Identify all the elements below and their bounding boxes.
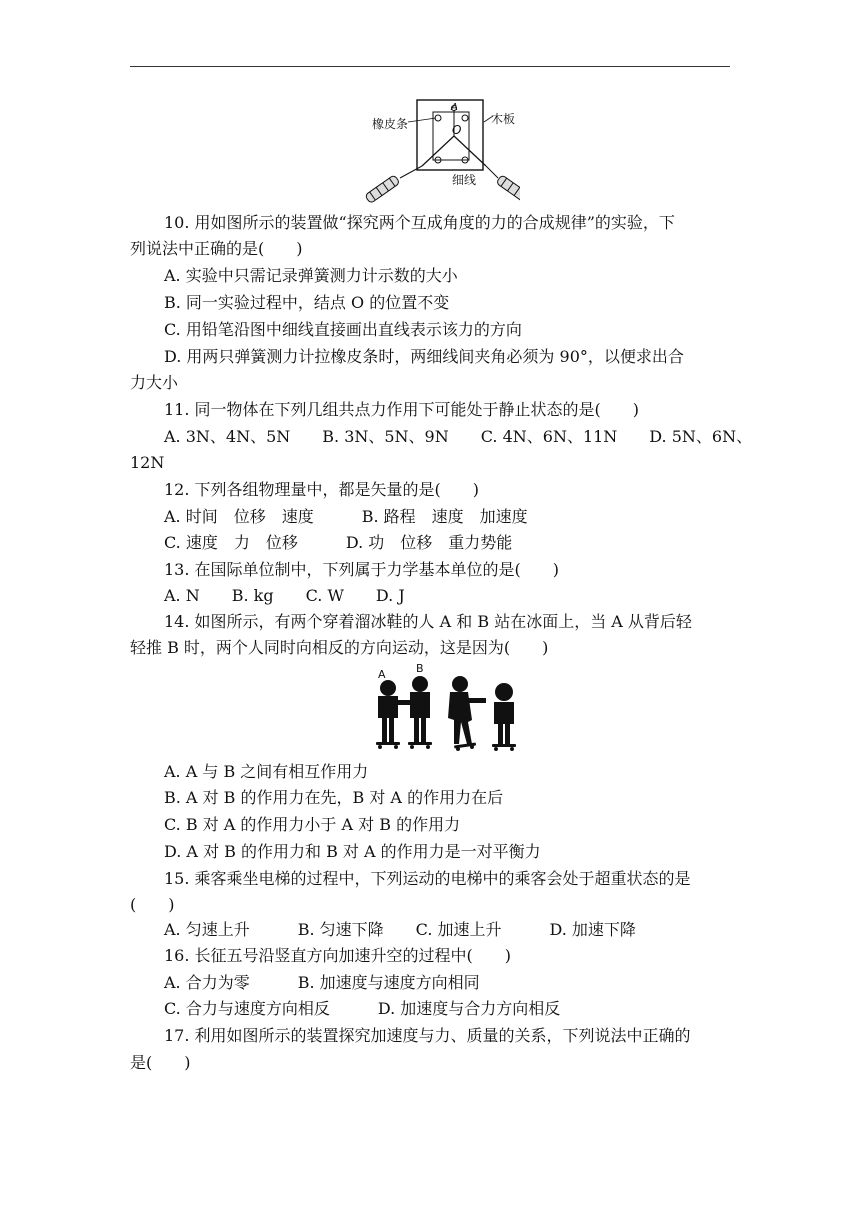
q14-option-a: A. A 与 B 之间有相互作用力	[164, 762, 369, 781]
q15-stem: 15. 乘客乘坐电梯的过程中，下列运动的电梯中的乘客会处于超重状态的是	[164, 869, 691, 888]
q10-option-a: A. 实验中只需记录弹簧测力计示数的大小	[164, 266, 458, 285]
q14-stem-line1: 14. 如图所示，有两个穿着溜冰鞋的人 A 和 B 站在冰面上，当 A 从背后轻	[164, 612, 692, 631]
q10-option-b: B. 同一实验过程中，结点 O 的位置不变	[164, 293, 450, 312]
label-skater-B: B	[416, 662, 424, 675]
q13-options: A. N B. kg C. W D. J	[164, 586, 405, 605]
label-board: 木板	[491, 112, 516, 126]
q10-option-d-cont: 力大小	[130, 373, 179, 392]
label-thread: 细线	[452, 173, 477, 187]
q11-options: A. 3N、4N、5N B. 3N、5N、9N C. 4N、6N、11N D. 5N、6N、	[164, 427, 753, 446]
q10-option-c: C. 用铅笔沿图中细线直接画出直线表示该力的方向	[164, 320, 522, 339]
header-rule	[130, 66, 730, 67]
label-O: O	[452, 123, 462, 137]
q12-stem: 12. 下列各组物理量中，都是矢量的是( )	[164, 480, 480, 499]
q12-options-ab: A. 时间 位移 速度 B. 路程 速度 加速度	[164, 507, 528, 526]
force-apparatus-figure	[360, 96, 520, 208]
q15-options: A. 匀速上升 B. 匀速下降 C. 加速上升 D. 加速下降	[164, 920, 636, 939]
label-skater-A: A	[378, 668, 386, 681]
q11-options-cont: 12N	[130, 453, 165, 472]
q14-option-b: B. A 对 B 的作用力在先，B 对 A 的作用力在后	[164, 788, 504, 807]
q14-stem-line2: 轻推 B 时，两个人同时向相反的方向运动，这是因为( )	[130, 638, 549, 657]
q17-stem-line2: 是( )	[130, 1053, 191, 1072]
q12-options-cd: C. 速度 力 位移 D. 功 位移 重力势能	[164, 533, 513, 552]
label-A: A	[451, 102, 458, 113]
q10-stem-line1: 10. 用如图所示的装置做“探究两个互成角度的力的合成规律”的实验，下	[164, 213, 675, 232]
q13-stem: 13. 在国际单位制中，下列属于力学基本单位的是( )	[164, 560, 560, 579]
q16-options-ab: A. 合力为零 B. 加速度与速度方向相同	[164, 973, 480, 992]
skaters-figure	[370, 662, 530, 754]
q10-option-d: D. 用两只弹簧测力计拉橡皮条时，两细线间夹角必须为 90°，以便求出合	[164, 347, 684, 366]
label-rubber: 橡皮条	[372, 117, 409, 131]
q14-option-c: C. B 对 A 的作用力小于 A 对 B 的作用力	[164, 815, 461, 834]
q16-stem: 16. 长征五号沿竖直方向加速升空的过程中( )	[164, 946, 512, 965]
q15-stem-cont: ( )	[130, 895, 175, 914]
q17-stem-line1: 17. 利用如图所示的装置探究加速度与力、质量的关系，下列说法中正确的	[164, 1026, 691, 1045]
q11-stem: 11. 同一物体在下列几组共点力作用下可能处于静止状态的是( )	[164, 400, 640, 419]
q16-options-cd: C. 合力与速度方向相反 D. 加速度与合力方向相反	[164, 999, 561, 1018]
q14-option-d: D. A 对 B 的作用力和 B 对 A 的作用力是一对平衡力	[164, 842, 541, 861]
q10-stem-line2: 列说法中正确的是( )	[130, 239, 303, 258]
